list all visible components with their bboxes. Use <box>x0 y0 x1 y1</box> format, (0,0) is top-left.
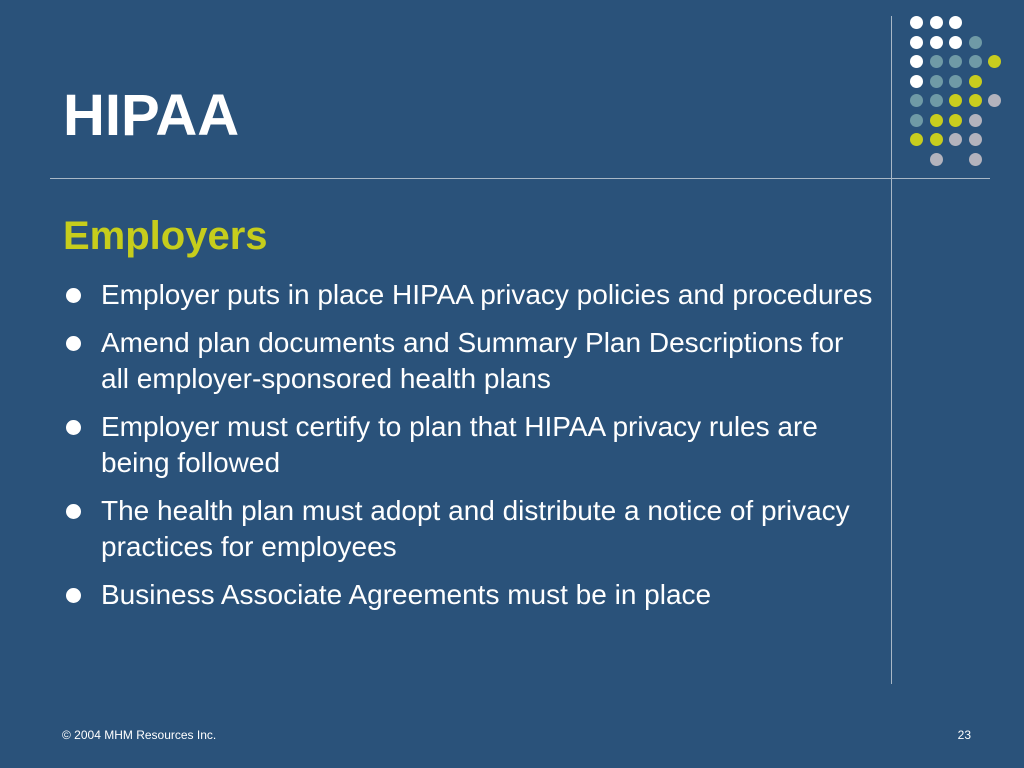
bullet-text: Employer must certify to plan that HIPAA privacy rules are being followed <box>101 411 818 478</box>
bullet-item <box>63 493 873 565</box>
bullet-text: Employer puts in place HIPAA privacy policies and procedures <box>101 279 873 310</box>
bullet-item <box>63 577 873 613</box>
bullet-text: The health plan must adopt and distribute a notice of privacy practices for employees <box>101 495 850 562</box>
bullet-text: Amend plan documents and Summary Plan Descriptions for all employer-sponsored health plans <box>101 327 844 394</box>
decorative-dot <box>969 36 982 49</box>
decorative-dot <box>949 55 962 68</box>
bullet-icon <box>66 504 81 519</box>
slide-subheading: Employers <box>63 214 268 258</box>
decorative-dot <box>949 75 962 88</box>
bullet-text: Business Associate Agreements must be in place <box>101 579 712 610</box>
decorative-dot <box>930 114 943 127</box>
decorative-dot <box>969 75 982 88</box>
slide-number: 23 <box>957 728 971 742</box>
decorative-dot <box>930 16 943 29</box>
decorative-dot <box>949 36 962 49</box>
bullet-item <box>63 325 873 397</box>
decorative-dot <box>949 94 962 107</box>
slide-title: HIPAA <box>63 83 240 148</box>
decorative-dot <box>910 75 923 88</box>
horizontal-divider <box>50 178 990 179</box>
decorative-dot <box>949 16 962 29</box>
vertical-divider <box>891 16 892 684</box>
bullet-icon <box>66 288 81 303</box>
decorative-dot <box>930 94 943 107</box>
decorative-dot <box>949 133 962 146</box>
decorative-dot <box>910 114 923 127</box>
bullet-list <box>63 277 873 625</box>
decorative-dot-grid <box>910 16 1004 164</box>
decorative-dot <box>969 133 982 146</box>
decorative-dot <box>910 94 923 107</box>
bullet-icon <box>66 336 81 351</box>
decorative-dot <box>988 55 1001 68</box>
decorative-dot <box>930 75 943 88</box>
decorative-dot <box>930 133 943 146</box>
bullet-icon <box>66 420 81 435</box>
decorative-dot <box>910 55 923 68</box>
decorative-dot <box>949 114 962 127</box>
decorative-dot <box>910 36 923 49</box>
bullet-item <box>63 277 873 313</box>
decorative-dot <box>969 55 982 68</box>
decorative-dot <box>930 55 943 68</box>
decorative-dot <box>969 94 982 107</box>
footer-copyright: © 2004 MHM Resources Inc. <box>62 728 217 742</box>
bullet-icon <box>66 588 81 603</box>
decorative-dot <box>910 133 923 146</box>
decorative-dot <box>930 36 943 49</box>
decorative-dot <box>930 153 943 166</box>
decorative-dot <box>910 16 923 29</box>
bullet-item <box>63 409 873 481</box>
decorative-dot <box>969 114 982 127</box>
decorative-dot <box>988 94 1001 107</box>
decorative-dot <box>969 153 982 166</box>
